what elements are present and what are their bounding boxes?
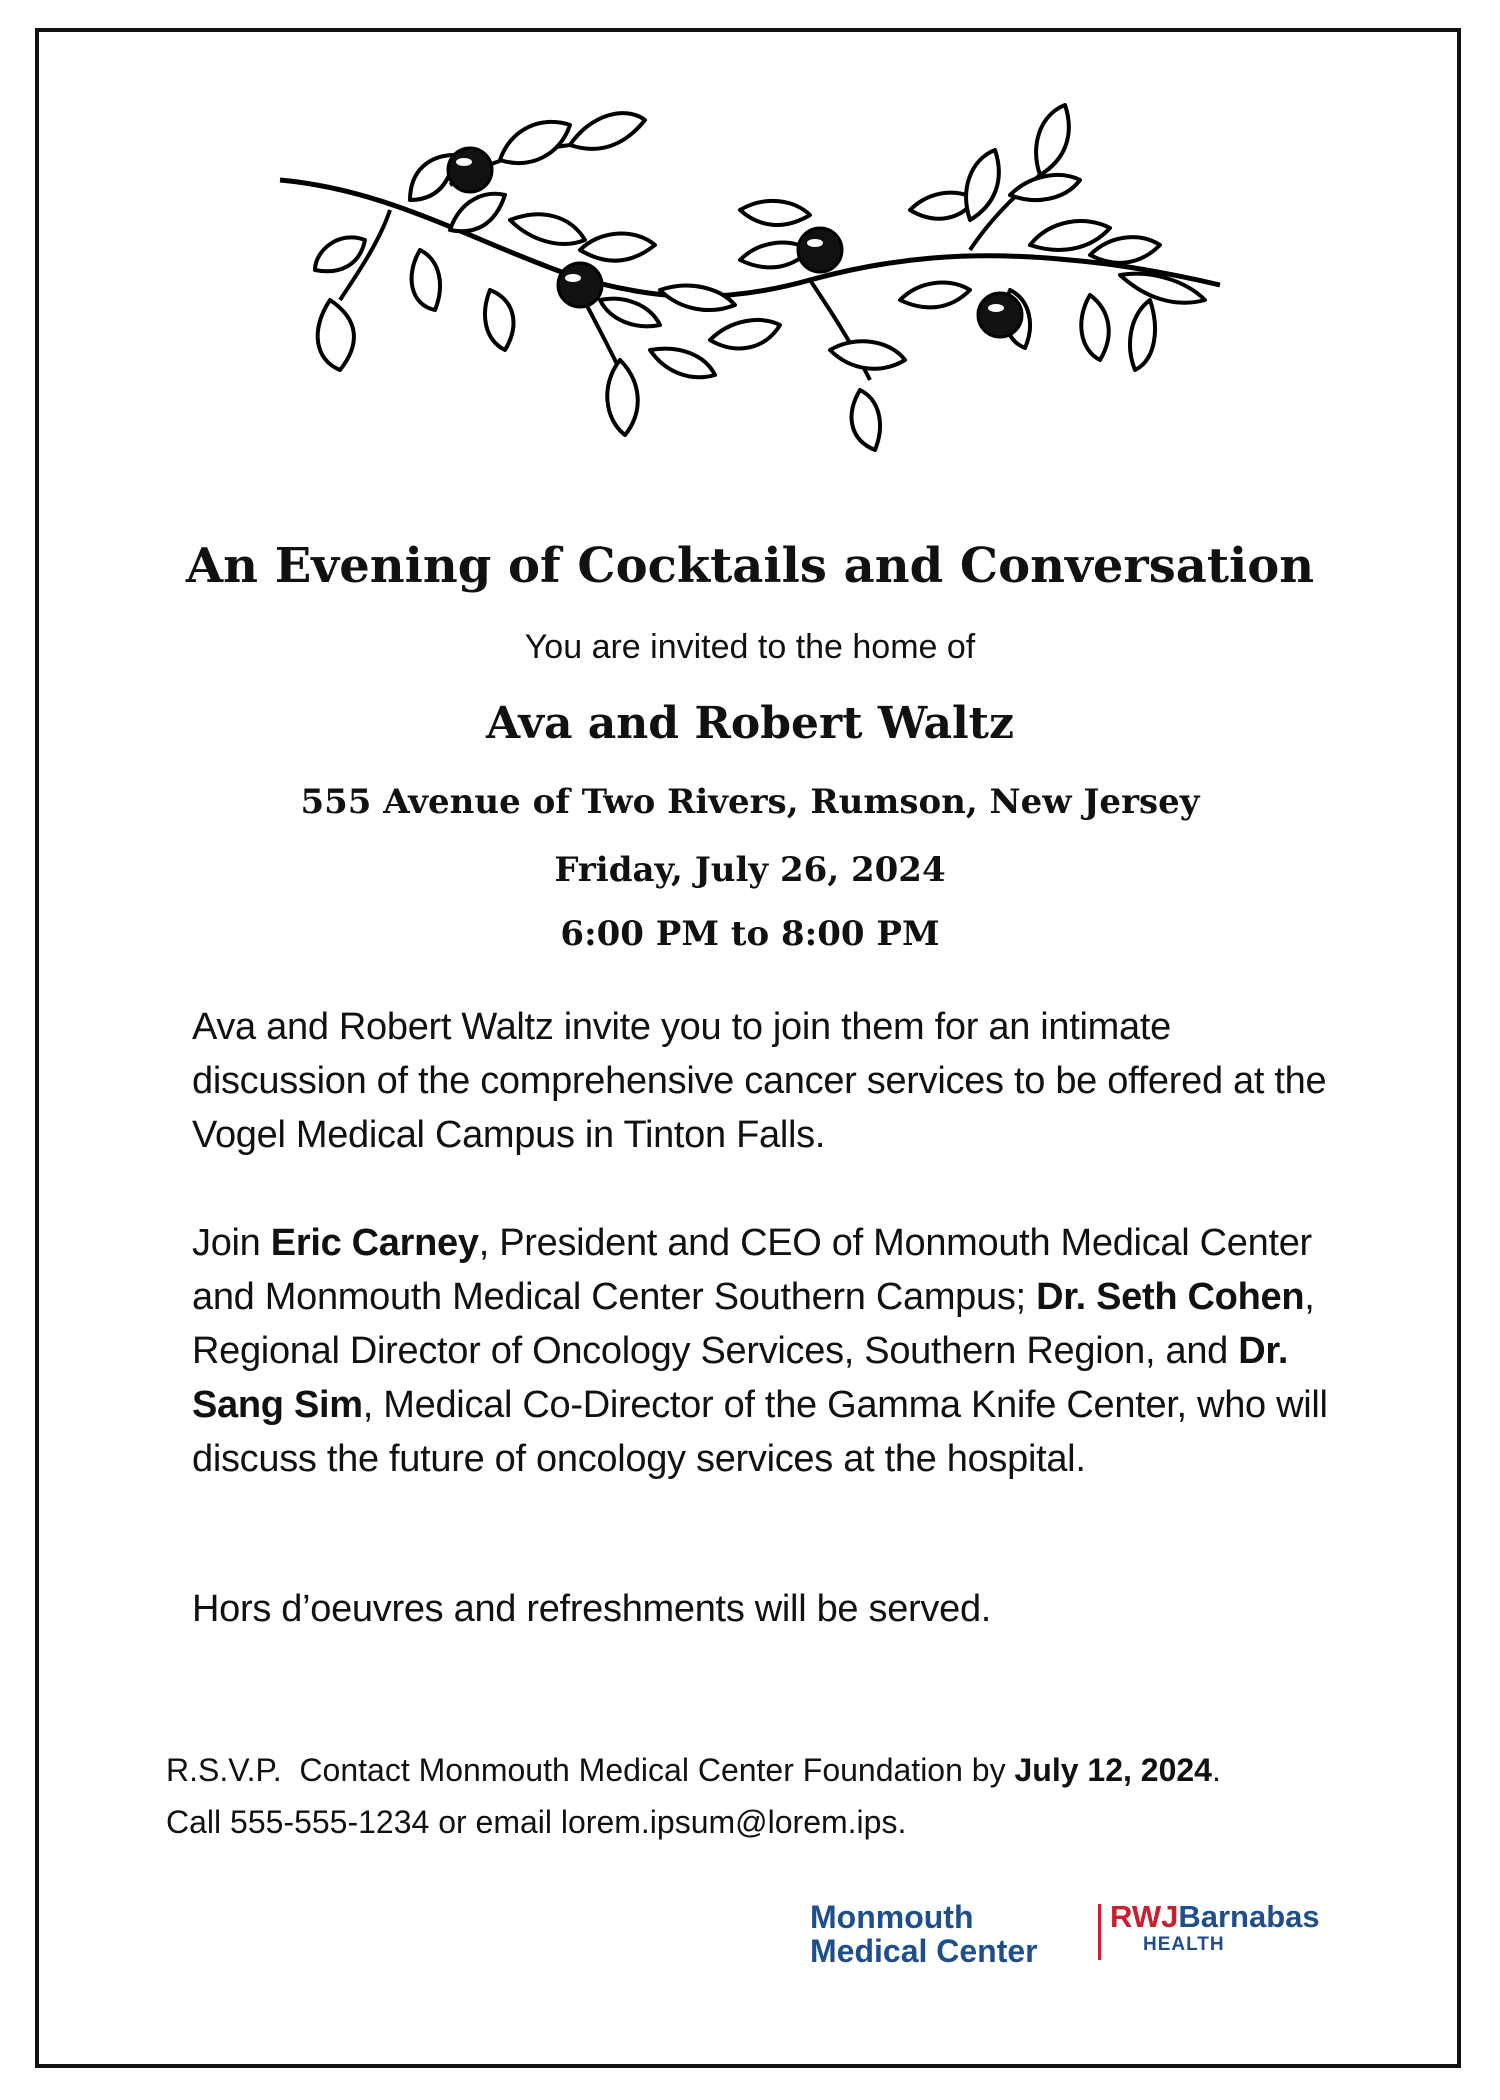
rwj-text: RWJ (1110, 1899, 1179, 1934)
rsvp-deadline: July 12, 2024 (1014, 1752, 1212, 1788)
intro-paragraph: Ava and Robert Waltz invite you to join them for an intimate discussion of the comprehensive cancer services to be offered at the Vogel Medical Campus in Tinton Falls. (192, 1006, 1327, 1156)
rsvp-period: . (1211, 1752, 1221, 1788)
event-title: An Evening of Cocktails and Conversation (185, 538, 1315, 594)
speaker-name: Eric Carney (270, 1222, 479, 1264)
speakers-paragraph (192, 1216, 1342, 1486)
logo-line: Monmouth (810, 1899, 974, 1935)
rwjbarnabas-logo (1110, 1900, 1320, 1934)
event-date: Friday, July 26, 2024 (554, 850, 946, 890)
invited-line: You are invited to the home of (524, 628, 976, 666)
berry-branch-illustration (270, 100, 1230, 480)
speaker-role: , President and CEO of Monmouth Medical Center and Monmouth Medical Center Southern Campus; (192, 1222, 1312, 1318)
rsvp-label: R.S.V.P. (166, 1752, 282, 1788)
monmouth-logo (810, 1900, 1038, 1968)
rsvp-line (166, 1744, 1366, 1796)
barnabas-text: Barnabas (1178, 1899, 1320, 1934)
event-time: 6:00 PM to 8:00 PM (560, 914, 940, 954)
health-text: HEALTH (1143, 1934, 1225, 1955)
refreshments-paragraph: Hors d’oeuvres and refreshments will be served. (192, 1588, 992, 1630)
join-text: Join (192, 1222, 271, 1264)
logo-divider (1098, 1904, 1101, 1960)
speaker-role: , Regional Director of Oncology Services, Southern Region, and (192, 1276, 1315, 1372)
event-address: 555 Avenue of Two Rivers, Rumson, New Jersey (300, 782, 1200, 822)
rsvp-call-line: Call 555-555-1234 or email lorem.ipsum@lorem.ips. (166, 1804, 907, 1840)
speaker-name: Dr. Seth Cohen (1036, 1276, 1305, 1318)
rsvp-contact: Contact Monmouth Medical Center Foundation by (281, 1752, 1015, 1788)
logo-line: Medical Center (810, 1933, 1038, 1969)
speaker-role: , Medical Co-Director of the Gamma Knife Center, who will discuss the future of oncology services at the hospital. (192, 1384, 1328, 1480)
host-names: Ava and Robert Waltz (486, 698, 1014, 749)
speaker-name: Dr. Sang Sim (192, 1330, 1289, 1426)
